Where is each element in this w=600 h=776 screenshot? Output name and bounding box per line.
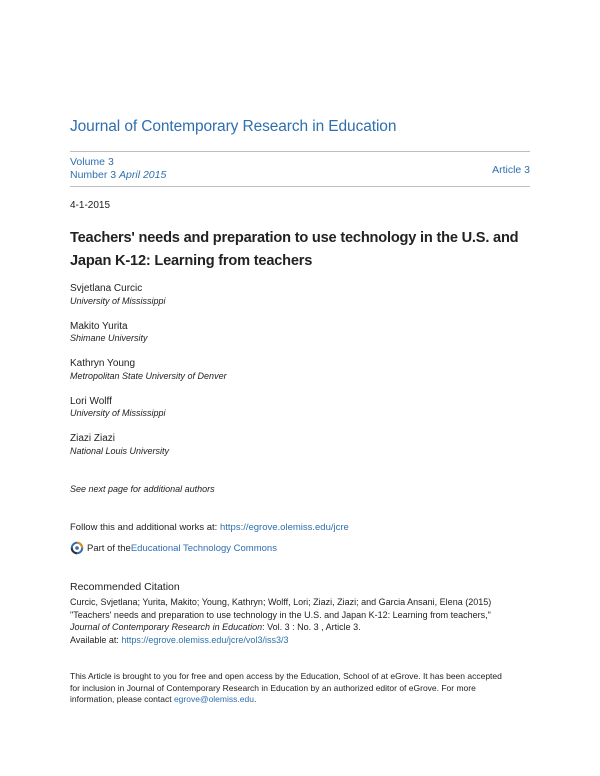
citation-url-link[interactable]: https://egrove.olemiss.edu/jcre/vol3/iss3/3 (121, 634, 289, 645)
citation-authors: Curcic, Svjetlana; Yurita, Makito; Young, Kathryn; Wolff, Lori; Ziazi, Ziazi; and Garcia Ansani, Elena (2015) (70, 597, 492, 607)
footer-line-3 (70, 694, 530, 706)
citation-journal: Journal of Contemporary Research in Education (70, 622, 263, 632)
citation-title: "Teachers' needs and preparation to use technology in the U.S. and Japan K-12: Learning from teachers," (70, 609, 491, 620)
commons-link[interactable]: Educational Technology Commons (130, 542, 277, 554)
author-entry (70, 396, 530, 420)
number-line[interactable] (70, 169, 166, 182)
available-prefix: Available at: (70, 634, 122, 645)
paper-title: Teachers' needs and preparation to use technology in the U.S. and Japan K-12: Learning from teachers (70, 230, 519, 269)
commons-logo-icon (70, 541, 84, 555)
follow-prefix: Follow this and additional works at: (70, 522, 220, 533)
volume-issue-block[interactable] (70, 156, 166, 181)
footer-line-2: for inclusion in Journal of Contemporary Research in Education by an authorized editor of eGrove. For more (70, 682, 476, 693)
author-name: Makito Yurita (70, 320, 128, 332)
additional-authors-note: See next page for additional authors (70, 484, 215, 494)
bottom-divider (70, 186, 530, 187)
footer-contact-prefix: information, please contact (70, 694, 174, 704)
access-footer (70, 671, 530, 706)
recommended-citation-heading: Recommended Citation (70, 581, 180, 593)
footer-period: . (253, 694, 257, 704)
author-entry (70, 283, 530, 307)
top-divider (70, 151, 530, 152)
author-entry (70, 321, 530, 345)
contact-email-link[interactable]: egrove@olemiss.edu (173, 694, 254, 704)
repository-link[interactable]: https://egrove.olemiss.edu/jcre (219, 522, 349, 533)
footer-line-1: This Article is brought to you for free and open access by the Education, School of at eGrove. It has been accepted (70, 671, 502, 681)
author-name: Lori Wolff (70, 395, 112, 407)
citation-available (70, 634, 530, 647)
journal-title-link[interactable]: Journal of Contemporary Research in Education (70, 118, 397, 135)
citation-volume: : Vol. 3 : No. 3 , Article 3. (262, 622, 361, 632)
citation-journal-line (70, 621, 530, 634)
author-affiliation: University of Mississippi (70, 295, 166, 306)
number-label[interactable]: Number 3 (70, 168, 117, 181)
author-list (70, 283, 530, 471)
follow-line (70, 522, 349, 533)
author-name: Svjetlana Curcic (70, 283, 143, 294)
author-entry (70, 433, 530, 457)
author-affiliation: Shimane University (70, 333, 148, 343)
issue-date[interactable]: April 2015 (119, 168, 167, 181)
volume-label[interactable]: Volume 3 (70, 156, 114, 168)
citation-text (70, 596, 530, 646)
publication-date: 4-1-2015 (70, 200, 111, 211)
author-name: Kathryn Young (70, 358, 136, 369)
author-entry (70, 358, 530, 382)
part-of-prefix: Part of the (87, 542, 131, 554)
author-affiliation: National Louis University (70, 445, 170, 456)
part-of-line (70, 541, 277, 555)
author-name: Ziazi Ziazi (70, 433, 116, 444)
author-affiliation: University of Mississippi (70, 408, 166, 418)
author-affiliation: Metropolitan State University of Denver (70, 370, 227, 381)
article-number-link[interactable]: Article 3 (492, 164, 530, 176)
